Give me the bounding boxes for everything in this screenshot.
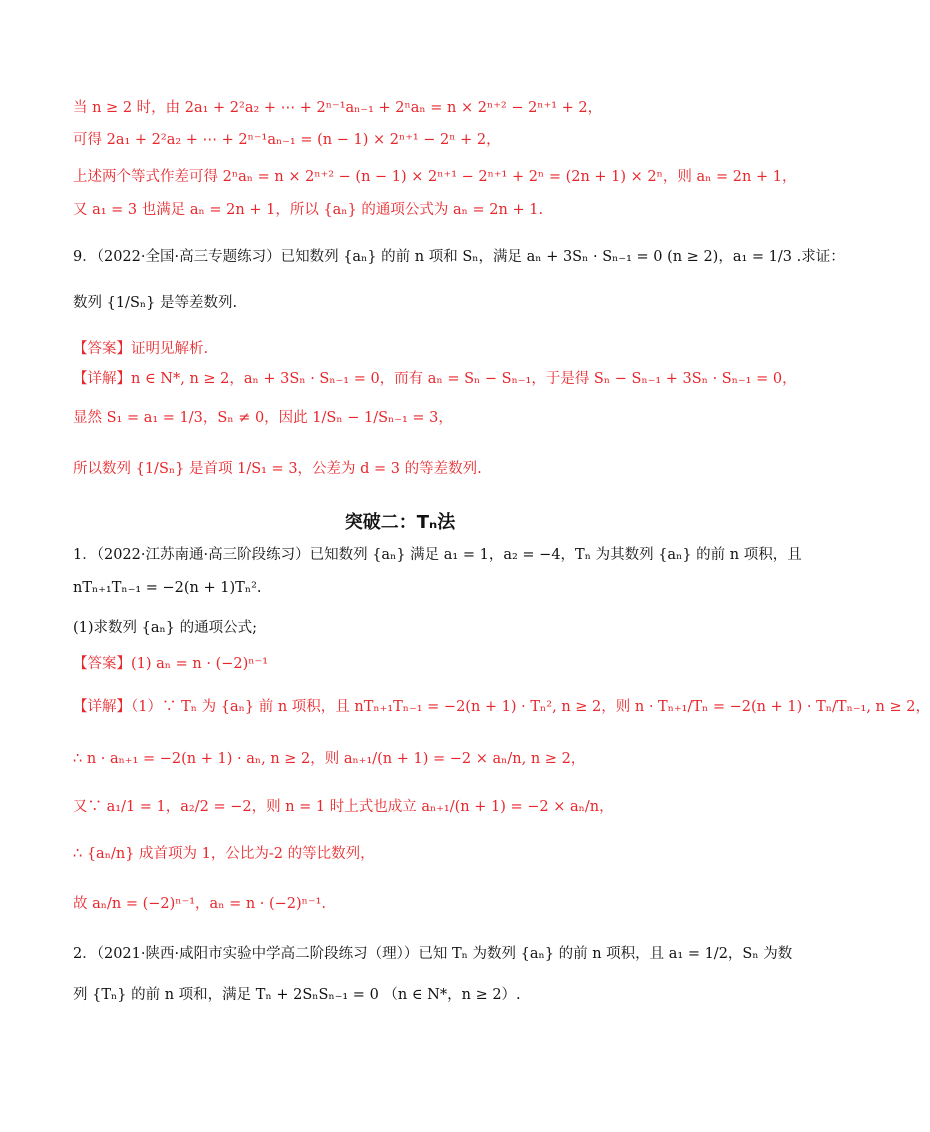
text-line: 可得 2a₁ + 2²a₂ + ⋯ + 2ⁿ⁻¹aₙ₋₁ = (n − 1) × 2ⁿ⁺¹ − 2ⁿ + 2， [73, 132, 501, 148]
explanation-line: 所以数列 {1/Sₙ} 是首项 1/S₁ = 3，公差为 d = 3 的等差数列. [73, 461, 482, 477]
section-title: 突破二：Tₙ法 [344, 512, 456, 533]
explanation-line: ∴ n · aₙ₊₁ = −2(n + 1) · aₙ, n ≥ 2，则 aₙ₊₁/(n + 1) = −2 × aₙ/n, n ≥ 2， [73, 751, 586, 767]
explanation-line: 故 aₙ/n = (−2)ⁿ⁻¹，aₙ = n · (−2)ⁿ⁻¹. [73, 896, 327, 912]
answer-label: 【答案】(1) aₙ = n · (−2)ⁿ⁻¹ [73, 656, 269, 672]
answer-label: 【答案】证明见解析. [73, 341, 209, 357]
question-1: 1．（2022·江苏南通·高三阶段练习）已知数列 {aₙ} 满足 a₁ = 1，a₂ = −4，Tₙ 为其数列 {aₙ} 的前 n 项积，且 [73, 547, 802, 563]
text-line: 列 {Tₙ} 的前 n 项和，满足 Tₙ + 2SₙSₙ₋₁ = 0 （n ∈ N*，n ≥ 2）. [73, 987, 521, 1003]
explanation-line: 【详解】（1）∵ Tₙ 为 {aₙ} 前 n 项积，且 nTₙ₊₁Tₙ₋₁ = −2(n + 1) · Tₙ², n ≥ 2，则 n · Tₙ₊₁/Tₙ = −2(n + 1) · Tₙ/Tₙ₋₁, n ≥ 2， [73, 699, 930, 715]
explanation-line: 显然 S₁ = a₁ = 1/3，Sₙ ≠ 0，因此 1/Sₙ − 1/Sₙ₋₁ = 3， [73, 410, 453, 426]
text-line: (1)求数列 {aₙ} 的通项公式; [73, 620, 258, 636]
text-line: 数列 {1/Sₙ} 是等差数列. [73, 295, 238, 311]
explanation-line: 又∵ a₁/1 = 1，a₂/2 = −2，则 n = 1 时上式也成立 aₙ₊₁/(n + 1) = −2 × aₙ/n， [73, 799, 614, 815]
text-line: 又 a₁ = 3 也满足 aₙ = 2n + 1，所以 {aₙ} 的通项公式为 aₙ = 2n + 1. [73, 202, 544, 218]
text-line: nTₙ₊₁Tₙ₋₁ = −2(n + 1)Tₙ². [73, 580, 262, 596]
question-9: 9．（2022·全国·高三专题练习）已知数列 {aₙ} 的前 n 项和 Sₙ，满足 aₙ + 3Sₙ · Sₙ₋₁ = 0 (n ≥ 2)，a₁ = 1/3 .求证： [73, 249, 845, 265]
explanation-line: ∴ {aₙ/n} 成首项为 1，公比为-2 的等比数列， [73, 846, 375, 862]
explanation-line: 【详解】n ∈ N*, n ≥ 2，aₙ + 3Sₙ · Sₙ₋₁ = 0，而有 aₙ = Sₙ − Sₙ₋₁，于是得 Sₙ − Sₙ₋₁ + 3Sₙ · Sₙ₋₁ = 0， [73, 371, 797, 387]
text-line: 上述两个等式作差可得 2ⁿaₙ = n × 2ⁿ⁺² − (n − 1) × 2ⁿ⁺¹ − 2ⁿ⁺¹ + 2ⁿ = (2n + 1) × 2ⁿ，则 aₙ = 2n + 1， [73, 169, 797, 185]
text-line: 当 n ≥ 2 时，由 2a₁ + 2²a₂ + ⋯ + 2ⁿ⁻¹aₙ₋₁ + 2ⁿaₙ = n × 2ⁿ⁺² − 2ⁿ⁺¹ + 2， [73, 100, 603, 116]
question-2: 2．（2021·陕西·咸阳市实验中学高二阶段练习（理））已知 Tₙ 为数列 {aₙ} 的前 n 项积，且 a₁ = 1/2，Sₙ 为数 [73, 946, 793, 962]
